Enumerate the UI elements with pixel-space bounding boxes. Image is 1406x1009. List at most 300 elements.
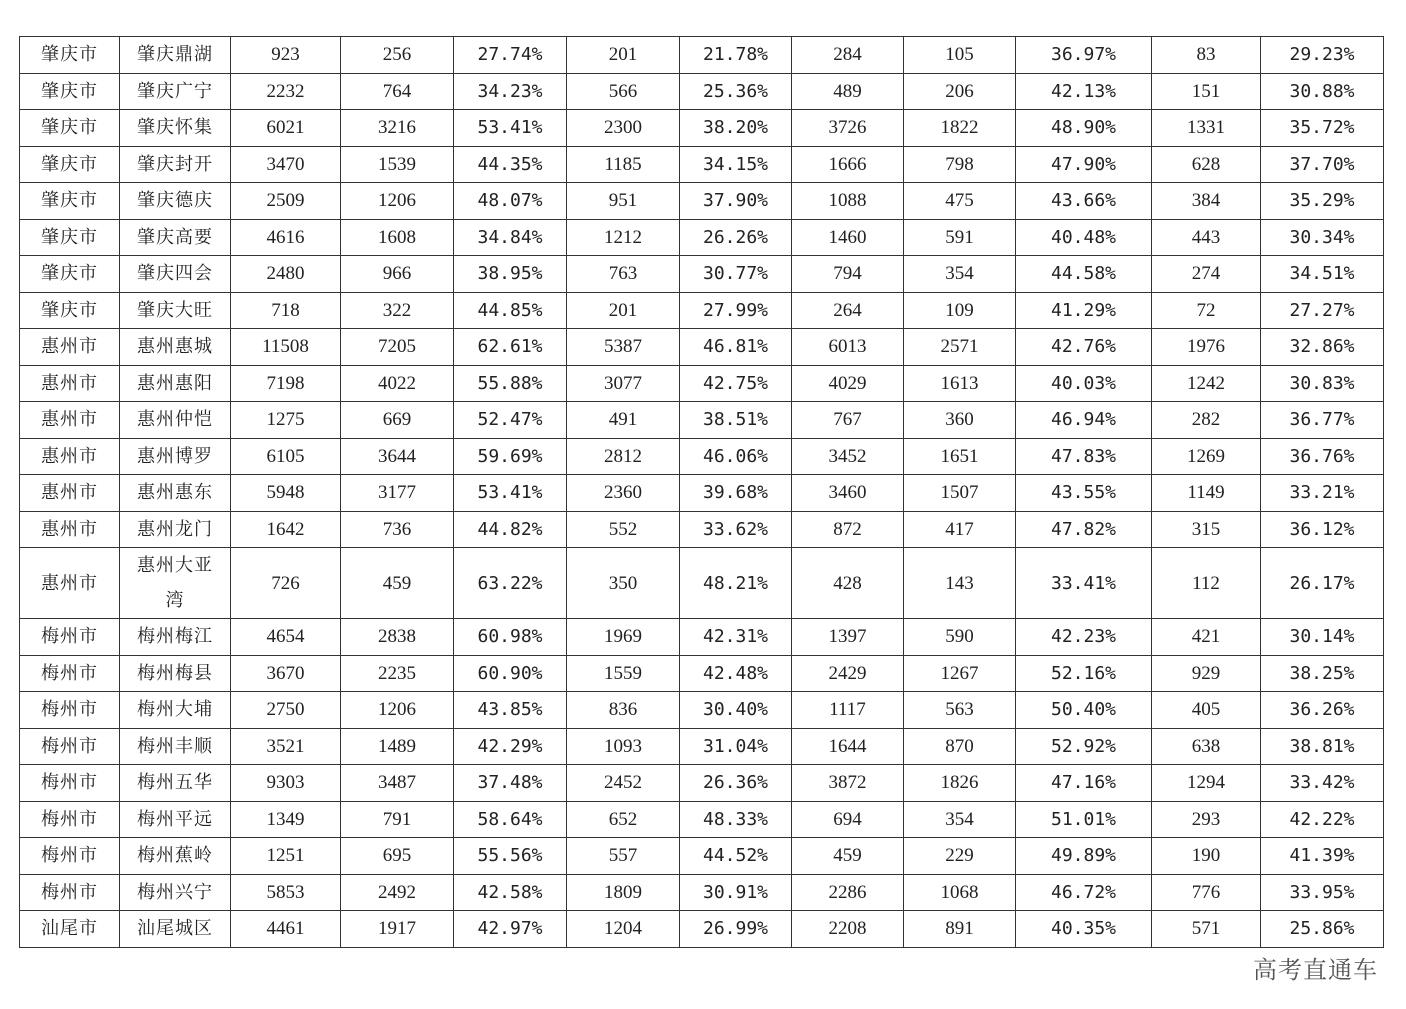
cell-rate-b: 46.06% (680, 438, 792, 475)
cell-count-d: 1651 (904, 438, 1016, 475)
cell-rate-a: 44.82% (454, 511, 567, 548)
cell-city: 肇庆市 (20, 37, 120, 74)
cell-rate-d: 41.29% (1016, 292, 1152, 329)
cell-count-b: 2452 (567, 765, 680, 802)
cell-count-e: 282 (1152, 402, 1261, 439)
cell-count-c: 459 (792, 838, 904, 875)
cell-count-a: 256 (341, 37, 454, 74)
cell-count-a: 322 (341, 292, 454, 329)
cell-count-b: 763 (567, 256, 680, 293)
cell-count-a: 2492 (341, 874, 454, 911)
table-row (20, 219, 1384, 256)
cell-city: 梅州市 (20, 728, 120, 765)
cell-rate-d: 43.55% (1016, 475, 1152, 512)
cell-rate-d: 40.03% (1016, 365, 1152, 402)
cell-rate-e: 30.34% (1261, 219, 1384, 256)
cell-rate-a: 44.35% (454, 146, 567, 183)
cell-rate-b: 26.26% (680, 219, 792, 256)
cell-rate-e: 33.95% (1261, 874, 1384, 911)
cell-total: 5853 (231, 874, 341, 911)
cell-rate-e: 30.88% (1261, 73, 1384, 110)
cell-count-d: 798 (904, 146, 1016, 183)
cell-rate-a: 38.95% (454, 256, 567, 293)
cell-count-e: 1294 (1152, 765, 1261, 802)
table-row (20, 475, 1384, 512)
cell-rate-a: 55.56% (454, 838, 567, 875)
cell-count-c: 428 (792, 548, 904, 619)
cell-count-c: 872 (792, 511, 904, 548)
cell-rate-e: 33.42% (1261, 765, 1384, 802)
cell-count-c: 1460 (792, 219, 904, 256)
cell-count-c: 767 (792, 402, 904, 439)
cell-count-a: 3177 (341, 475, 454, 512)
cell-rate-e: 35.72% (1261, 110, 1384, 147)
cell-district: 梅州梅江 (120, 619, 231, 656)
table-row (20, 73, 1384, 110)
table-body (20, 37, 1384, 948)
cell-count-b: 491 (567, 402, 680, 439)
cell-total: 9303 (231, 765, 341, 802)
cell-district: 梅州平远 (120, 801, 231, 838)
cell-district: 惠州惠东 (120, 475, 231, 512)
cell-count-d: 206 (904, 73, 1016, 110)
cell-rate-d: 51.01% (1016, 801, 1152, 838)
cell-rate-a: 58.64% (454, 801, 567, 838)
cell-count-e: 443 (1152, 219, 1261, 256)
cell-count-a: 1608 (341, 219, 454, 256)
cell-rate-b: 31.04% (680, 728, 792, 765)
cell-rate-a: 62.61% (454, 329, 567, 366)
cell-rate-d: 42.23% (1016, 619, 1152, 656)
cell-rate-b: 38.51% (680, 402, 792, 439)
cell-count-c: 1088 (792, 183, 904, 220)
cell-count-c: 284 (792, 37, 904, 74)
cell-rate-b: 33.62% (680, 511, 792, 548)
cell-count-d: 1826 (904, 765, 1016, 802)
cell-count-a: 1539 (341, 146, 454, 183)
cell-rate-e: 36.26% (1261, 692, 1384, 729)
cell-district: 肇庆四会 (120, 256, 231, 293)
cell-count-c: 3872 (792, 765, 904, 802)
cell-district: 肇庆怀集 (120, 110, 231, 147)
cell-count-d: 590 (904, 619, 1016, 656)
cell-count-d: 870 (904, 728, 1016, 765)
cell-city: 梅州市 (20, 655, 120, 692)
cell-rate-e: 36.77% (1261, 402, 1384, 439)
cell-count-a: 4022 (341, 365, 454, 402)
cell-count-d: 475 (904, 183, 1016, 220)
cell-rate-e: 29.23% (1261, 37, 1384, 74)
cell-count-e: 421 (1152, 619, 1261, 656)
table-row (20, 911, 1384, 948)
cell-count-b: 1212 (567, 219, 680, 256)
cell-rate-a: 52.47% (454, 402, 567, 439)
cell-count-a: 695 (341, 838, 454, 875)
cell-rate-a: 43.85% (454, 692, 567, 729)
cell-rate-d: 47.83% (1016, 438, 1152, 475)
cell-city: 惠州市 (20, 329, 120, 366)
table-row (20, 692, 1384, 729)
cell-district: 梅州梅县 (120, 655, 231, 692)
cell-rate-b: 26.36% (680, 765, 792, 802)
cell-total: 2480 (231, 256, 341, 293)
cell-total: 2232 (231, 73, 341, 110)
cell-city: 梅州市 (20, 838, 120, 875)
cell-rate-d: 42.13% (1016, 73, 1152, 110)
cell-city: 肇庆市 (20, 110, 120, 147)
cell-total: 1275 (231, 402, 341, 439)
cell-district: 汕尾城区 (120, 911, 231, 948)
cell-rate-d: 44.58% (1016, 256, 1152, 293)
cell-rate-a: 59.69% (454, 438, 567, 475)
cell-district: 肇庆广宁 (120, 73, 231, 110)
cell-rate-e: 30.83% (1261, 365, 1384, 402)
cell-total: 2750 (231, 692, 341, 729)
cell-rate-d: 47.16% (1016, 765, 1152, 802)
cell-rate-e: 36.76% (1261, 438, 1384, 475)
table-row (20, 438, 1384, 475)
cell-count-d: 354 (904, 256, 1016, 293)
cell-count-d: 354 (904, 801, 1016, 838)
cell-city: 惠州市 (20, 438, 120, 475)
cell-count-c: 264 (792, 292, 904, 329)
cell-count-c: 2429 (792, 655, 904, 692)
cell-total: 726 (231, 548, 341, 619)
cell-rate-b: 42.31% (680, 619, 792, 656)
cell-city: 梅州市 (20, 874, 120, 911)
cell-count-a: 791 (341, 801, 454, 838)
cell-rate-b: 25.36% (680, 73, 792, 110)
cell-rate-e: 33.21% (1261, 475, 1384, 512)
cell-rate-e: 38.81% (1261, 728, 1384, 765)
cell-rate-a: 48.07% (454, 183, 567, 220)
cell-rate-b: 30.77% (680, 256, 792, 293)
cell-count-a: 2235 (341, 655, 454, 692)
cell-district: 梅州兴宁 (120, 874, 231, 911)
cell-rate-b: 48.21% (680, 548, 792, 619)
cell-district: 肇庆大旺 (120, 292, 231, 329)
cell-district: 肇庆封开 (120, 146, 231, 183)
cell-count-e: 1976 (1152, 329, 1261, 366)
cell-total: 3670 (231, 655, 341, 692)
cell-total: 6021 (231, 110, 341, 147)
cell-rate-e: 25.86% (1261, 911, 1384, 948)
cell-count-a: 669 (341, 402, 454, 439)
cell-rate-d: 47.90% (1016, 146, 1152, 183)
cell-district: 惠州博罗 (120, 438, 231, 475)
cell-total: 5948 (231, 475, 341, 512)
cell-count-e: 638 (1152, 728, 1261, 765)
cell-total: 923 (231, 37, 341, 74)
cell-rate-e: 30.14% (1261, 619, 1384, 656)
cell-total: 4461 (231, 911, 341, 948)
cell-rate-b: 37.90% (680, 183, 792, 220)
cell-count-e: 384 (1152, 183, 1261, 220)
cell-count-e: 293 (1152, 801, 1261, 838)
cell-rate-a: 44.85% (454, 292, 567, 329)
cell-count-c: 1666 (792, 146, 904, 183)
cell-district: 梅州丰顺 (120, 728, 231, 765)
cell-count-b: 2812 (567, 438, 680, 475)
cell-count-c: 1397 (792, 619, 904, 656)
cell-total: 2509 (231, 183, 341, 220)
cell-count-c: 1117 (792, 692, 904, 729)
cell-count-c: 1644 (792, 728, 904, 765)
cell-total: 4654 (231, 619, 341, 656)
table-row (20, 183, 1384, 220)
cell-city: 肇庆市 (20, 183, 120, 220)
cell-district: 惠州龙门 (120, 511, 231, 548)
cell-count-d: 1267 (904, 655, 1016, 692)
cell-count-b: 951 (567, 183, 680, 220)
cell-count-a: 966 (341, 256, 454, 293)
district-name-wrapped: 惠州大亚湾 (137, 555, 213, 611)
cell-rate-a: 27.74% (454, 37, 567, 74)
cell-total: 3470 (231, 146, 341, 183)
cell-rate-b: 46.81% (680, 329, 792, 366)
cell-rate-a: 60.98% (454, 619, 567, 656)
cell-rate-a: 34.23% (454, 73, 567, 110)
cell-city: 惠州市 (20, 511, 120, 548)
cell-rate-b: 30.40% (680, 692, 792, 729)
cell-count-e: 315 (1152, 511, 1261, 548)
cell-district: 梅州大埔 (120, 692, 231, 729)
cell-total: 3521 (231, 728, 341, 765)
cell-rate-b: 42.75% (680, 365, 792, 402)
cell-count-b: 1559 (567, 655, 680, 692)
cell-city: 梅州市 (20, 692, 120, 729)
cell-rate-a: 42.58% (454, 874, 567, 911)
cell-district: 梅州五华 (120, 765, 231, 802)
cell-rate-e: 34.51% (1261, 256, 1384, 293)
cell-count-b: 1809 (567, 874, 680, 911)
cell-count-e: 83 (1152, 37, 1261, 74)
cell-city: 肇庆市 (20, 292, 120, 329)
cell-count-d: 563 (904, 692, 1016, 729)
cell-count-c: 4029 (792, 365, 904, 402)
cell-rate-a: 55.88% (454, 365, 567, 402)
cell-district: 惠州惠城 (120, 329, 231, 366)
cell-count-d: 105 (904, 37, 1016, 74)
cell-count-b: 552 (567, 511, 680, 548)
cell-rate-d: 33.41% (1016, 548, 1152, 619)
cell-rate-d: 50.40% (1016, 692, 1152, 729)
cell-total: 1642 (231, 511, 341, 548)
watermark-text: 高考直通车 (1253, 956, 1378, 984)
cell-rate-d: 40.48% (1016, 219, 1152, 256)
cell-city: 惠州市 (20, 365, 120, 402)
cell-rate-a: 53.41% (454, 475, 567, 512)
cell-rate-d: 46.94% (1016, 402, 1152, 439)
cell-count-a: 1206 (341, 183, 454, 220)
table-row (20, 874, 1384, 911)
table-row (20, 402, 1384, 439)
cell-count-d: 1068 (904, 874, 1016, 911)
cell-count-b: 652 (567, 801, 680, 838)
table-row (20, 110, 1384, 147)
cell-count-e: 1242 (1152, 365, 1261, 402)
cell-rate-b: 21.78% (680, 37, 792, 74)
cell-total: 7198 (231, 365, 341, 402)
cell-count-e: 571 (1152, 911, 1261, 948)
cell-count-c: 3726 (792, 110, 904, 147)
cell-count-c: 694 (792, 801, 904, 838)
cell-rate-b: 38.20% (680, 110, 792, 147)
cell-count-c: 3452 (792, 438, 904, 475)
cell-count-d: 891 (904, 911, 1016, 948)
cell-city: 梅州市 (20, 619, 120, 656)
table-row (20, 365, 1384, 402)
cell-total: 6105 (231, 438, 341, 475)
cell-city: 惠州市 (20, 402, 120, 439)
cell-count-d: 417 (904, 511, 1016, 548)
cell-rate-a: 53.41% (454, 110, 567, 147)
cell-count-e: 190 (1152, 838, 1261, 875)
cell-rate-b: 27.99% (680, 292, 792, 329)
cell-count-b: 350 (567, 548, 680, 619)
cell-count-b: 3077 (567, 365, 680, 402)
cell-count-a: 3487 (341, 765, 454, 802)
table-row (20, 146, 1384, 183)
table-row (20, 511, 1384, 548)
cell-rate-d: 52.16% (1016, 655, 1152, 692)
cell-count-e: 1149 (1152, 475, 1261, 512)
cell-total: 1349 (231, 801, 341, 838)
cell-rate-d: 36.97% (1016, 37, 1152, 74)
cell-count-b: 201 (567, 292, 680, 329)
table-row (20, 619, 1384, 656)
cell-count-b: 1093 (567, 728, 680, 765)
table-row (20, 329, 1384, 366)
cell-count-e: 776 (1152, 874, 1261, 911)
cell-city: 惠州市 (20, 548, 120, 619)
table-row (20, 548, 1384, 619)
cell-count-b: 1185 (567, 146, 680, 183)
cell-count-c: 2208 (792, 911, 904, 948)
cell-count-b: 1204 (567, 911, 680, 948)
cell-count-b: 5387 (567, 329, 680, 366)
table-row (20, 37, 1384, 74)
cell-count-d: 109 (904, 292, 1016, 329)
cell-rate-e: 32.86% (1261, 329, 1384, 366)
cell-count-b: 557 (567, 838, 680, 875)
cell-rate-d: 42.76% (1016, 329, 1152, 366)
cell-count-a: 459 (341, 548, 454, 619)
table-row (20, 292, 1384, 329)
cell-rate-e: 36.12% (1261, 511, 1384, 548)
cell-rate-e: 35.29% (1261, 183, 1384, 220)
table-row (20, 838, 1384, 875)
cell-count-a: 1489 (341, 728, 454, 765)
cell-rate-b: 34.15% (680, 146, 792, 183)
cell-count-a: 1917 (341, 911, 454, 948)
cell-rate-a: 42.29% (454, 728, 567, 765)
cell-rate-b: 42.48% (680, 655, 792, 692)
cell-count-b: 2360 (567, 475, 680, 512)
cell-rate-d: 46.72% (1016, 874, 1152, 911)
cell-count-b: 201 (567, 37, 680, 74)
cell-rate-b: 44.52% (680, 838, 792, 875)
cell-rate-d: 49.89% (1016, 838, 1152, 875)
cell-count-e: 1269 (1152, 438, 1261, 475)
cell-count-a: 3216 (341, 110, 454, 147)
cell-district: 惠州惠阳 (120, 365, 231, 402)
cell-rate-b: 26.99% (680, 911, 792, 948)
cell-count-e: 112 (1152, 548, 1261, 619)
cell-rate-e: 38.25% (1261, 655, 1384, 692)
cell-district: 肇庆德庆 (120, 183, 231, 220)
cell-count-d: 143 (904, 548, 1016, 619)
table-row (20, 655, 1384, 692)
cell-count-e: 929 (1152, 655, 1261, 692)
cell-city: 梅州市 (20, 765, 120, 802)
cell-count-c: 489 (792, 73, 904, 110)
table-row (20, 256, 1384, 293)
cell-count-c: 3460 (792, 475, 904, 512)
cell-city: 汕尾市 (20, 911, 120, 948)
cell-district: 惠州仲恺 (120, 402, 231, 439)
cell-count-b: 2300 (567, 110, 680, 147)
cell-count-c: 2286 (792, 874, 904, 911)
cell-rate-a: 37.48% (454, 765, 567, 802)
cell-rate-b: 30.91% (680, 874, 792, 911)
table-row (20, 801, 1384, 838)
cell-count-d: 2571 (904, 329, 1016, 366)
cell-district (120, 548, 231, 619)
cell-rate-d: 48.90% (1016, 110, 1152, 147)
cell-count-b: 1969 (567, 619, 680, 656)
cell-count-a: 764 (341, 73, 454, 110)
cell-rate-a: 34.84% (454, 219, 567, 256)
cell-city: 肇庆市 (20, 73, 120, 110)
cell-count-d: 1507 (904, 475, 1016, 512)
cell-rate-e: 41.39% (1261, 838, 1384, 875)
cell-count-d: 229 (904, 838, 1016, 875)
cell-city: 肇庆市 (20, 256, 120, 293)
cell-city: 惠州市 (20, 475, 120, 512)
cell-count-a: 7205 (341, 329, 454, 366)
cell-count-a: 2838 (341, 619, 454, 656)
cell-rate-b: 48.33% (680, 801, 792, 838)
cell-count-e: 72 (1152, 292, 1261, 329)
cell-count-d: 591 (904, 219, 1016, 256)
cell-total: 718 (231, 292, 341, 329)
cell-count-a: 3644 (341, 438, 454, 475)
cell-total: 11508 (231, 329, 341, 366)
cell-city: 梅州市 (20, 801, 120, 838)
cell-count-e: 1331 (1152, 110, 1261, 147)
cell-rate-e: 42.22% (1261, 801, 1384, 838)
cell-district: 梅州蕉岭 (120, 838, 231, 875)
cell-count-e: 405 (1152, 692, 1261, 729)
cell-count-e: 274 (1152, 256, 1261, 293)
cell-count-b: 836 (567, 692, 680, 729)
cell-count-b: 566 (567, 73, 680, 110)
cell-count-c: 6013 (792, 329, 904, 366)
cell-count-d: 1822 (904, 110, 1016, 147)
cell-district: 肇庆鼎湖 (120, 37, 231, 74)
cell-rate-e: 27.27% (1261, 292, 1384, 329)
cell-rate-b: 39.68% (680, 475, 792, 512)
cell-city: 肇庆市 (20, 146, 120, 183)
cell-count-e: 628 (1152, 146, 1261, 183)
cell-rate-d: 43.66% (1016, 183, 1152, 220)
cell-count-e: 151 (1152, 73, 1261, 110)
cell-rate-e: 26.17% (1261, 548, 1384, 619)
cell-rate-d: 40.35% (1016, 911, 1152, 948)
cell-count-d: 1613 (904, 365, 1016, 402)
cell-count-d: 360 (904, 402, 1016, 439)
